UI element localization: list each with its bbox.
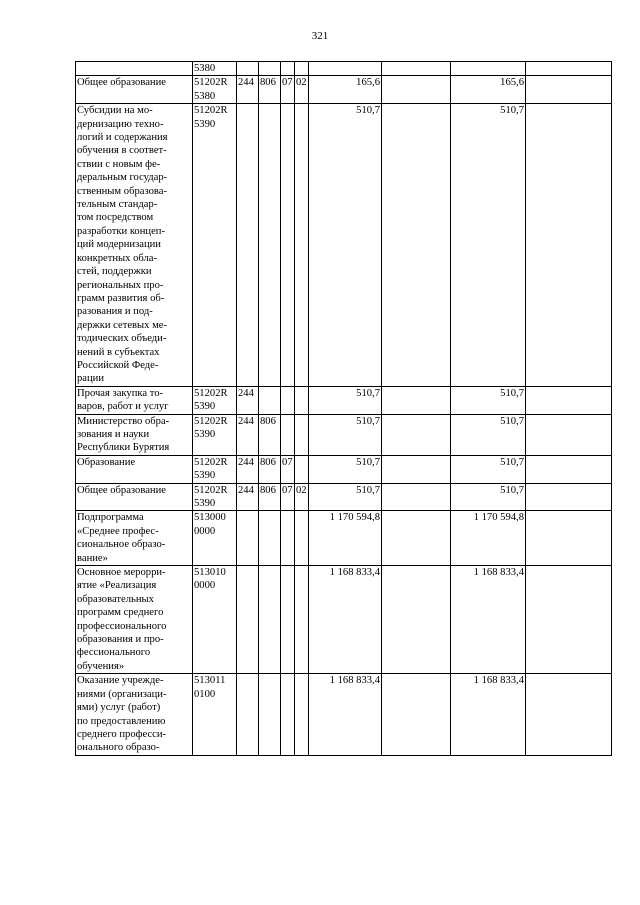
row-empty-cell xyxy=(526,511,612,566)
cell-text: Оказание учрежде- ниями (организаци- ями) услуг (работ) по предоставлению среднего професси- онального образо- xyxy=(77,675,167,754)
row-grbs-cell xyxy=(259,511,281,566)
row-sum-cell xyxy=(309,386,382,414)
cell-text: 1 168 833,4 xyxy=(473,675,524,687)
row-code-cell xyxy=(193,414,237,455)
cell-text: Субсидии на мо- дернизацию техно- логий и содержания обучения в соответ- ствии с новым фе- деральным государ- ственным образова- тельным стандар- том посредством разработки концеп- ций модернизации конкретных обла- стей, поддержки региональных про- грамм развития об- разования и под- держки сетевых ме- тодических объеди- нений в субъектах Российской Феде- рации xyxy=(77,105,168,385)
row-name-cell xyxy=(76,511,193,566)
cell-text: 244 xyxy=(238,484,254,496)
table-row xyxy=(76,566,612,674)
row-vr-cell xyxy=(237,76,259,104)
row-pr-cell xyxy=(295,76,309,104)
row-sum2-cell xyxy=(451,566,526,674)
row-vr-cell xyxy=(237,414,259,455)
row-sum-cell xyxy=(309,76,382,104)
cell-text: Основное мероpри- ятие «Реализация образовательных программ среднего профессионального образования и про- фессионального обучения» xyxy=(77,567,167,672)
row-pr-cell xyxy=(295,674,309,755)
cell-text: Образование xyxy=(77,456,136,468)
row-empty-cell xyxy=(382,62,451,76)
table-row xyxy=(76,414,612,455)
cell-text: 51202R 5390 xyxy=(194,415,228,440)
cell-text: 510,7 xyxy=(356,484,380,496)
table-row xyxy=(76,455,612,483)
table-row xyxy=(76,674,612,755)
row-empty-cell xyxy=(526,386,612,414)
row-empty-cell xyxy=(382,104,451,387)
row-empty-cell xyxy=(382,566,451,674)
table-row xyxy=(76,483,612,511)
row-empty-cell xyxy=(382,483,451,511)
row-code-cell xyxy=(193,566,237,674)
row-name-cell xyxy=(76,483,193,511)
row-code-cell xyxy=(193,386,237,414)
row-rz-cell xyxy=(281,62,295,76)
cell-text: 510,7 xyxy=(500,484,524,496)
cell-text: Прочая закупка то- варов, работ и услуг xyxy=(77,387,169,413)
row-sum2-cell xyxy=(451,386,526,414)
row-name-cell xyxy=(76,455,193,483)
cell-text: 513000 0000 xyxy=(194,512,226,537)
table-row xyxy=(76,62,612,76)
row-grbs-cell xyxy=(259,62,281,76)
cell-text: 51202R 5390 xyxy=(194,456,228,482)
row-empty-cell xyxy=(382,414,451,455)
row-sum-cell xyxy=(309,566,382,674)
cell-text: Общее образование xyxy=(77,484,166,496)
row-empty-cell xyxy=(526,104,612,387)
row-sum-cell xyxy=(309,483,382,511)
row-rz-cell xyxy=(281,674,295,755)
row-empty-cell xyxy=(526,455,612,483)
row-empty-cell xyxy=(382,76,451,104)
row-sum-cell xyxy=(309,104,382,387)
cell-text: 510,7 xyxy=(356,456,380,468)
row-grbs-cell xyxy=(259,386,281,414)
row-empty-cell xyxy=(526,62,612,76)
row-pr-cell xyxy=(295,414,309,455)
cell-text: 510,7 xyxy=(356,387,380,399)
cell-text: 1 168 833,4 xyxy=(329,567,380,579)
row-grbs-cell xyxy=(259,483,281,511)
row-name-cell xyxy=(76,386,193,414)
row-sum2-cell xyxy=(451,62,526,76)
row-code-cell xyxy=(193,483,237,511)
row-name-cell xyxy=(76,674,193,755)
cell-text: 806 xyxy=(260,484,276,496)
row-grbs-cell xyxy=(259,566,281,674)
row-pr-cell xyxy=(295,566,309,674)
row-rz-cell xyxy=(281,566,295,674)
row-pr-cell xyxy=(295,386,309,414)
cell-text: 07 xyxy=(282,456,293,468)
row-rz-cell xyxy=(281,386,295,414)
row-vr-cell xyxy=(237,674,259,755)
row-rz-cell xyxy=(281,104,295,387)
cell-text: 510,7 xyxy=(500,387,524,399)
cell-text: 244 xyxy=(238,415,254,427)
row-sum2-cell xyxy=(451,76,526,104)
cell-text: 02 xyxy=(296,484,307,496)
row-code-cell xyxy=(193,76,237,104)
row-empty-cell xyxy=(526,414,612,455)
row-code-cell xyxy=(193,674,237,755)
cell-text: 244 xyxy=(238,77,254,89)
row-empty-cell xyxy=(382,386,451,414)
row-sum2-cell xyxy=(451,455,526,483)
row-pr-cell xyxy=(295,483,309,511)
row-sum2-cell xyxy=(451,104,526,387)
row-vr-cell xyxy=(237,386,259,414)
row-empty-cell xyxy=(526,76,612,104)
row-name-cell xyxy=(76,76,193,104)
cell-text: 51202R 5390 xyxy=(194,387,228,413)
row-rz-cell xyxy=(281,76,295,104)
row-sum-cell xyxy=(309,414,382,455)
row-sum2-cell xyxy=(451,414,526,455)
budget-table xyxy=(75,61,612,756)
table-row xyxy=(76,386,612,414)
row-vr-cell xyxy=(237,511,259,566)
cell-text: Министерство обра- зования и науки Республики Бурятия xyxy=(77,415,170,454)
cell-text: 513010 0000 xyxy=(194,567,226,592)
row-rz-cell xyxy=(281,483,295,511)
cell-text: 510,7 xyxy=(500,105,524,117)
cell-text: 02 xyxy=(296,77,307,89)
cell-text: 244 xyxy=(238,456,254,468)
row-code-cell xyxy=(193,455,237,483)
row-empty-cell xyxy=(382,511,451,566)
table-row xyxy=(76,511,612,566)
page-number: 321 xyxy=(311,30,329,42)
row-name-cell xyxy=(76,62,193,76)
cell-text: 07 xyxy=(282,77,293,89)
cell-text: 1 170 594,8 xyxy=(473,512,524,524)
table-row xyxy=(76,104,612,387)
cell-text: 806 xyxy=(260,415,276,427)
row-grbs-cell xyxy=(259,455,281,483)
row-name-cell xyxy=(76,414,193,455)
row-pr-cell xyxy=(295,104,309,387)
row-rz-cell xyxy=(281,511,295,566)
row-pr-cell xyxy=(295,511,309,566)
cell-text: 244 xyxy=(238,387,254,399)
cell-text: 510,7 xyxy=(500,415,524,427)
row-vr-cell xyxy=(237,483,259,511)
row-grbs-cell xyxy=(259,76,281,104)
row-empty-cell xyxy=(526,674,612,755)
cell-text: Общее образование xyxy=(77,77,166,89)
cell-text: 07 xyxy=(282,484,293,496)
cell-text: 165,6 xyxy=(500,77,524,89)
row-name-cell xyxy=(76,104,193,387)
cell-text: 51202R 5390 xyxy=(194,484,228,509)
row-sum2-cell xyxy=(451,511,526,566)
row-code-cell xyxy=(193,511,237,566)
row-code-cell xyxy=(193,62,237,76)
table-row xyxy=(76,76,612,104)
row-empty-cell xyxy=(382,455,451,483)
cell-text: 806 xyxy=(260,456,276,468)
cell-text: Подпрограмма «Среднее профес- сиональное образо- вание» xyxy=(77,512,166,564)
row-pr-cell xyxy=(295,62,309,76)
cell-text: 51202R 5390 xyxy=(194,105,228,130)
row-vr-cell xyxy=(237,455,259,483)
row-sum2-cell xyxy=(451,483,526,511)
row-empty-cell xyxy=(526,566,612,674)
cell-text: 510,7 xyxy=(500,456,524,468)
row-empty-cell xyxy=(526,483,612,511)
cell-text: 513011 0100 xyxy=(194,675,226,700)
row-rz-cell xyxy=(281,455,295,483)
cell-text: 510,7 xyxy=(356,415,380,427)
row-empty-cell xyxy=(382,674,451,755)
cell-text: 1 170 594,8 xyxy=(329,512,380,524)
row-sum-cell xyxy=(309,455,382,483)
row-grbs-cell xyxy=(259,674,281,755)
row-grbs-cell xyxy=(259,104,281,387)
row-grbs-cell xyxy=(259,414,281,455)
cell-text: 51202R 5380 xyxy=(194,77,228,102)
cell-text: 5380 xyxy=(194,63,216,74)
cell-text: 165,6 xyxy=(356,77,380,89)
cell-text: 806 xyxy=(260,77,276,89)
row-sum-cell xyxy=(309,674,382,755)
row-sum-cell xyxy=(309,62,382,76)
row-vr-cell xyxy=(237,566,259,674)
row-code-cell xyxy=(193,104,237,387)
row-name-cell xyxy=(76,566,193,674)
row-sum2-cell xyxy=(451,674,526,755)
cell-text: 1 168 833,4 xyxy=(329,675,380,687)
row-pr-cell xyxy=(295,455,309,483)
row-sum-cell xyxy=(309,511,382,566)
row-vr-cell xyxy=(237,104,259,387)
cell-text: 510,7 xyxy=(356,105,380,117)
row-vr-cell xyxy=(237,62,259,76)
cell-text: 1 168 833,4 xyxy=(473,567,524,579)
row-rz-cell xyxy=(281,414,295,455)
